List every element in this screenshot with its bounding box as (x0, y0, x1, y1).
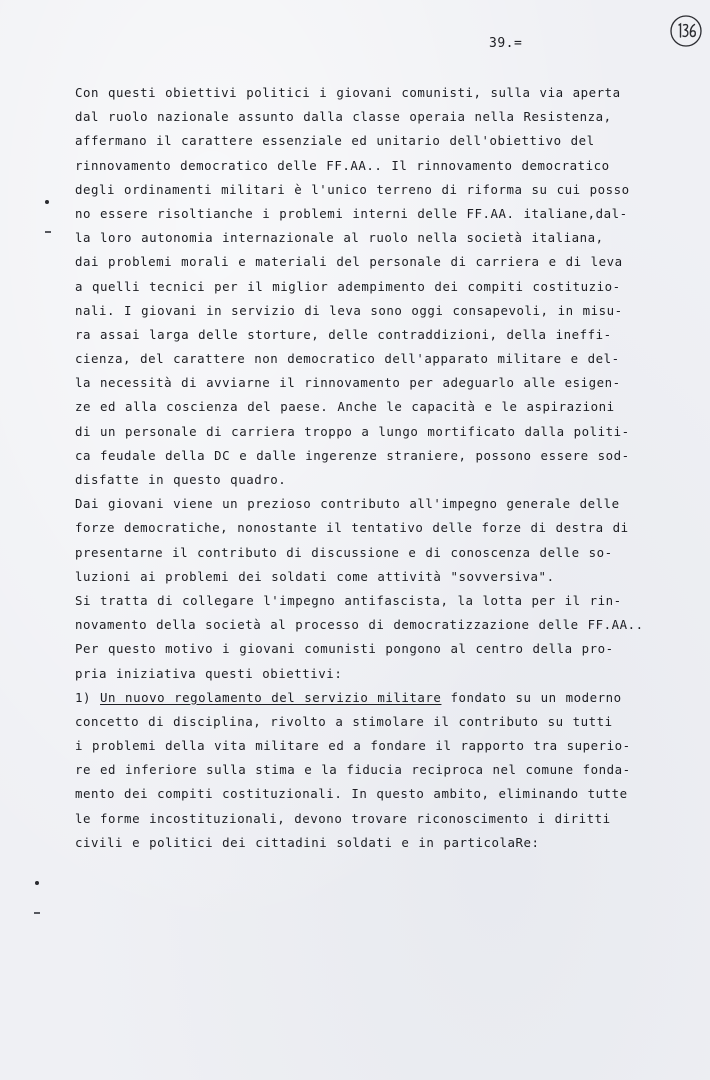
text-line: la loro autonomia internazionale al ruolo nella società italiana, (75, 230, 604, 246)
text-line: cienza, del carattere non democratico dell'apparato militare e del- (75, 351, 620, 367)
text-line: concetto di disciplina, rivolto a stimolare il contributo su tutti (75, 713, 613, 729)
text-line: di un personale di carriera troppo a lungo mortificato dalla politi- (75, 423, 630, 439)
text-line: ca feudale della DC e dalle ingerenze straniere, possono essere sod- (75, 447, 630, 463)
page-number: 39.= (489, 36, 523, 51)
text-line: presentarne il contributo di discussione e di conoscenza delle so- (75, 544, 613, 560)
text-line: pria iniziativa questi obiettivi: (75, 665, 343, 681)
text-line: affermano il carattere essenziale ed unitario dell'obiettivo del (75, 133, 595, 149)
text-line: la necessità di avviarne il rinnovamento per adeguarlo alle esigen- (75, 375, 621, 391)
typed-body-text (75, 81, 695, 855)
text-line: no essere risoltianche i problemi interni delle FF.AA. italiane,dal- (75, 205, 628, 221)
text-line: re ed inferiore sulla stima e la fiducia reciproca nel comune fonda- (75, 762, 631, 778)
list-item-1 (75, 686, 695, 710)
text-line: rinnovamento democratico delle FF.AA.. Il rinnovamento democratico (75, 157, 610, 173)
text-line: civili e politici dei cittadini soldati e in particolaRe: (75, 834, 540, 850)
text-line: ra assai larga delle storture, delle contraddizioni, della ineffi- (75, 326, 612, 342)
text-line: novamento della società al processo di democratizzazione delle FF.AA.. (75, 617, 644, 633)
margin-dot (45, 200, 49, 204)
text-line: Per questo motivo i giovani comunisti pongono al centro della pro- (75, 641, 614, 657)
text-line: forze democratiche, nonostante il tentativo delle forze di destra di (75, 520, 629, 536)
margin-dash (34, 912, 40, 914)
archive-stamp-icon (669, 14, 703, 48)
text-line: degli ordinamenti militari è l'unico terreno di riforma su cui posso (75, 181, 630, 197)
text-line: dal ruolo nazionale assunto dalla classe operaia nella Resistenza, (75, 109, 612, 125)
text-line: Dai giovani viene un prezioso contributo all'impegno generale delle (75, 496, 620, 512)
text-line: Si tratta di collegare l'impegno antifascista, la lotta per il rin- (75, 592, 622, 608)
list-item-number: 1) (75, 689, 101, 705)
text-line: ze ed alla coscienza del paese. Anche le capacità e le aspirazioni (75, 399, 615, 415)
text-line: nali. I giovani in servizio di leva sono oggi consapevoli, in misu- (75, 302, 623, 318)
text-line: a quelli tecnici per il miglior adempimento dei compiti costituzio- (75, 278, 621, 294)
margin-dash (45, 231, 51, 233)
text-line: Con questi obiettivi politici i giovani comunisti, sulla via aperta (75, 85, 621, 100)
text-line: le forme incostituzionali, devono trovare riconoscimento i diritti (75, 810, 611, 826)
list-item-text: fondato su un moderno (441, 689, 622, 705)
text-line: i problemi della vita militare ed a fondare il rapporto tra superio- (75, 738, 631, 754)
margin-dot (35, 881, 39, 885)
text-line: disfatte in questo quadro. (75, 472, 287, 487)
list-item-title: Un nuovo regolamento del servizio militare (100, 689, 442, 705)
text-line: mento dei compiti costituzionali. In questo ambito, eliminando tutte (75, 786, 628, 802)
text-line: luzioni ai problemi dei soldati come attività "sovversiva". (75, 568, 555, 584)
text-line: dai problemi morali e materiali del personale di carriera e di leva (75, 254, 623, 270)
